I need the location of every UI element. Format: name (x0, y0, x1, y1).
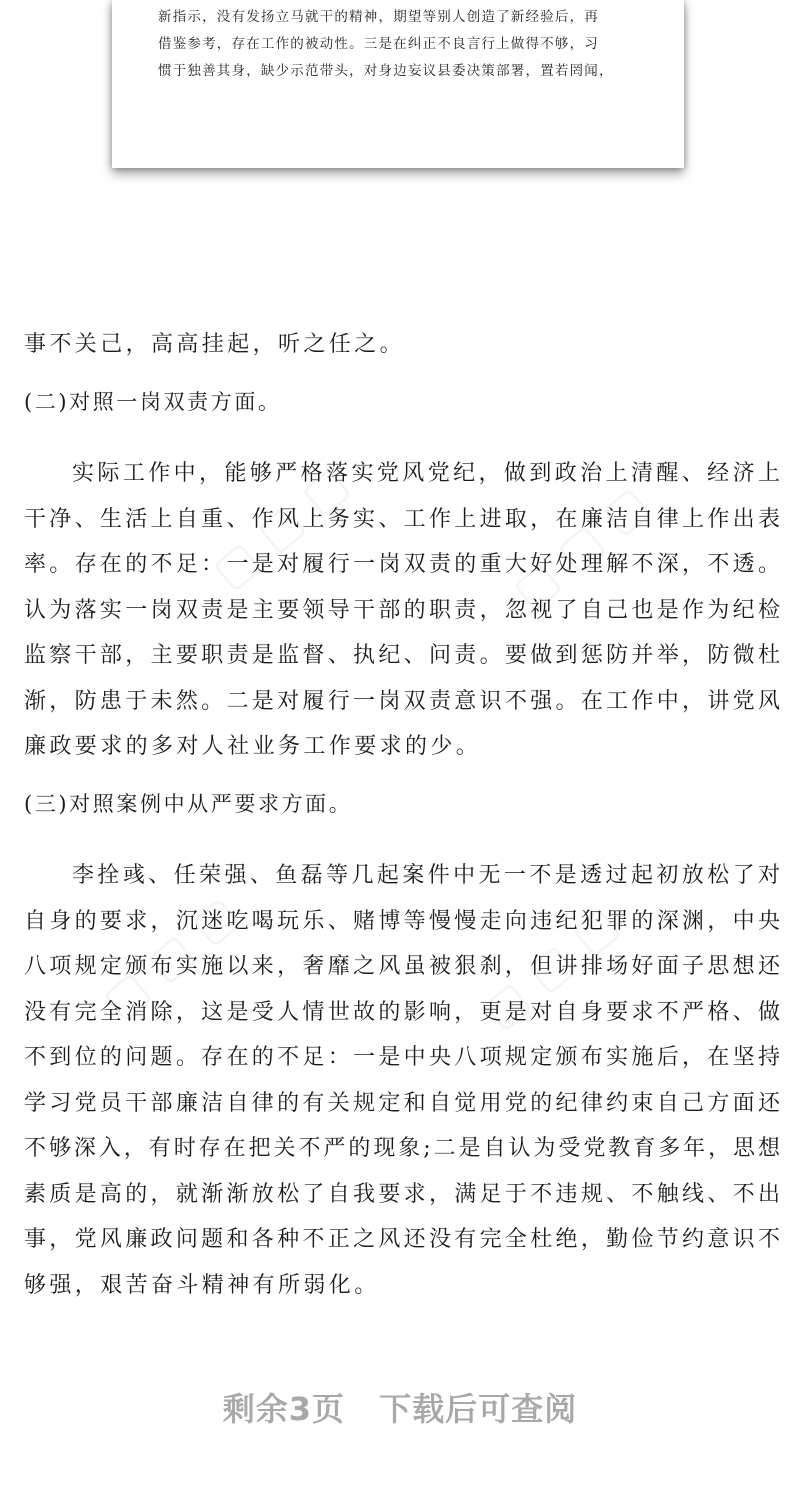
preview-line: 借鉴参考，存在工作的被动性。三是在纠正不良言行上做得不够，习 (158, 36, 599, 52)
paragraph-line: 事，党风廉政问题和各种不正之风还没有完全杜绝，勤俭节约意识不 (24, 1227, 780, 1252)
paragraph-line: 渐，防患于未然。二是对履行一岗双责意识不强。在工作中，讲党风 (24, 688, 780, 714)
remaining-pages-banner[interactable] (0, 1384, 800, 1430)
watermark: ▢ ▢ ▢ (201, 455, 359, 599)
paragraph-line: 认为落实一岗双责是主要领导干部的职责，忽视了自己也是作为纪检 (24, 597, 780, 623)
section-heading-2: (二)对照一岗双责方面。 (24, 389, 282, 414)
preview-line: 新指示，没有发扬立马就干的精神，期望等别人创造了新经验后，再 (158, 9, 599, 25)
watermark: ▢ ▢ ▢ (471, 895, 629, 1039)
paragraph-line: 没有完全消除，这是受人情世故的影响，更是对自身要求不严格、做 (24, 999, 780, 1025)
paragraph-line: 李拴彧、任荣强、鱼磊等几起案件中无一不是透过起初放松了对 (72, 863, 780, 888)
watermark: ▢ ▢ ▢ (91, 885, 249, 1029)
remaining-pages-label: 剩余3页 (222, 1390, 346, 1428)
watermark: ▢ ▢ ▢ (501, 475, 659, 619)
paragraph-line: 素质是高的，就渐渐放松了自我要求，满足于不违规、不触线、不出 (24, 1181, 780, 1207)
paragraph-line: 廉政要求的多对人社业务工作要求的少。 (24, 734, 482, 759)
paragraph-line: 够强，艰苦奋斗精神有所弱化。 (24, 1272, 380, 1298)
paragraph-line: 不到位的问题。存在的不足：一是中央八项规定颁布实施后，在坚持 (24, 1045, 780, 1070)
download-hint-label: 下载后可查阅 (379, 1390, 578, 1428)
preview-line: 惯于独善其身，缺少示范带头，对身边妄议县委决策部署，置若罔闻， (158, 63, 614, 79)
paragraph-line: 实际工作中，能够严格落实党风党纪，做到政治上清醒、经济上 (72, 461, 780, 486)
paragraph-line: 不够深入，有时存在把关不严的现象;二是自认为受党教育多年，思想 (24, 1136, 780, 1161)
continuation-line: 事不关己，高高挂起，听之任之。 (24, 332, 406, 357)
paragraph-line: 率。存在的不足：一是对履行一岗双责的重大好处理解不深，不透。 (24, 552, 780, 577)
paragraph-line: 学习党员干部廉洁自律的有关规定和自觉用党的纪律约束自己方面还 (24, 1090, 780, 1116)
paragraph-line: 自身的要求，沉迷吃喝玩乐、赌博等慢慢走向违纪犯罪的深渊，中央 (24, 908, 780, 934)
document-body (24, 322, 780, 1308)
page-preview-card (112, 0, 684, 168)
section-heading-3: (三)对照案例中从严要求方面。 (24, 791, 353, 816)
paragraph-line: 干净、生活上自重、作风上务实、工作上进取，在廉洁自律上作出表 (24, 506, 780, 532)
paragraph-line: 监察干部，主要职责是监督、执纪、问责。要做到惩防并举，防微杜 (24, 643, 780, 668)
paragraph-line: 八项规定颁布实施以来，奢靡之风虽被狠刹，但讲排场好面子思想还 (24, 954, 780, 979)
